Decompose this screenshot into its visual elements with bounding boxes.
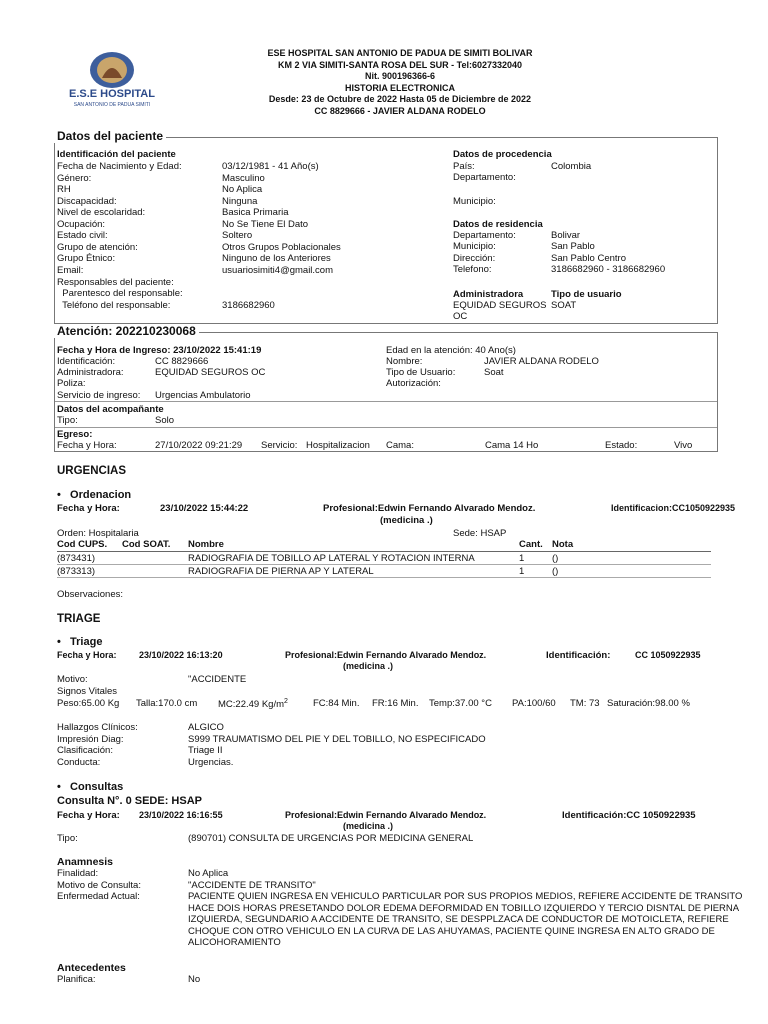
enfermedad-line: HACE DOIS HORAS PRESETANDO DOLOR EDEMA DEFORMIDAD EN TOBILLO IZQUIERDO Y TERCIO DISNTAL DE PIERNA — [188, 902, 740, 914]
patient-field-label: Grupo Étnico: — [57, 253, 116, 265]
atencion-value: CC 8829666 — [155, 356, 209, 367]
patient-field-label: Fecha de Nacimiento y Edad: — [57, 161, 182, 172]
egreso-servicio-value: Hospitalizacion — [306, 440, 370, 451]
vital-fc: FC:84 Min. — [313, 698, 360, 709]
vital-temp: Temp:37.00 °C — [429, 698, 492, 709]
hallazgo-label: Conducta: — [57, 757, 101, 768]
patient-field-label: Grupo de atención: — [57, 241, 138, 253]
hospital-logo — [62, 50, 162, 112]
table-cell-nota: () — [552, 553, 559, 564]
tipo-usuario-heading: Tipo de usuario — [551, 289, 622, 300]
vital-tm: TM: 73 — [570, 698, 600, 709]
triage-ident-label: Identificación: — [546, 650, 611, 661]
residencia-value: San Pablo Centro — [551, 253, 626, 264]
triage-ident-value: CC 1050922935 — [635, 650, 701, 660]
enfermedad-actual-text — [188, 891, 742, 949]
hallazgo-value: S999 TRAUMATISMO DEL PIE Y DEL TOBILLO, NO ESPECIFICADO — [188, 734, 486, 745]
col-header-cant: Cant. — [519, 539, 543, 550]
col-header-soat: Cod SOAT. — [122, 539, 171, 550]
egreso-fecha-label: Fecha y Hora: — [57, 440, 117, 451]
consulta-profesional: Profesional:Edwin Fernando Alvarado Mendoz. — [285, 810, 487, 820]
ingreso-line: Fecha y Hora de Ingreso: 23/10/2022 15:41:19 — [57, 345, 262, 356]
patient-field-label: Email: — [57, 264, 84, 276]
motivo-consulta-label: Motivo de Consulta: — [57, 880, 141, 891]
table-rule — [57, 564, 711, 565]
patient-field-value: Ninguna — [222, 195, 258, 207]
patient-field-label: RH — [57, 184, 71, 196]
ord-profesional-cont: (medicina .) — [380, 515, 433, 526]
col-header-nombre: Nombre — [188, 539, 224, 550]
vital-saturacion: Saturación:98.00 % — [607, 698, 690, 709]
hallazgo-label: Impresión Diag: — [57, 734, 124, 745]
consulta-line: Consulta N°. 0 SEDE: HSAP — [57, 795, 202, 807]
residencia-label: Dirección: — [453, 253, 496, 264]
header-line: Desde: 23 de Octubre de 2022 Hasta 05 de Diciembre de 2022 — [268, 94, 532, 104]
table-rule — [57, 577, 711, 578]
vital-mc: MC:22.49 $Kg/m^2$ — [218, 698, 288, 711]
consulta-profesional-cont: (medicina .) — [343, 821, 394, 831]
triage-profesional-cont: (medicina .) — [343, 661, 394, 671]
residencia-heading: Datos de residencia — [453, 219, 543, 230]
triage-fecha-value: 23/10/2022 16:13:20 — [139, 650, 223, 660]
ordenacion-title: • Ordenacion — [57, 489, 132, 501]
residencia-value: Bolivar — [551, 230, 581, 241]
tipo-usuario-value: SOAT — [551, 300, 577, 311]
atencion-label: Nombre: — [386, 356, 423, 367]
ord-identificacion: Identificacion:CC1050922935 — [611, 503, 736, 513]
residencia-value: San Pablo — [551, 241, 595, 252]
orden-sede: Sede: HSAP — [453, 528, 507, 539]
triage-sub-title: • Triage — [57, 636, 103, 648]
triage-profesional: Profesional:Edwin Fernando Alvarado Mendoz. — [285, 650, 487, 660]
enfermedad-line: PACIENTE QUIEN INGRESA EN VEHICULO PARTICULAR POR SUS PROPIOS MEDIOS, REFIERE ACCIDENTE DE TRANSITO — [188, 891, 743, 902]
antecedentes-title: Antecedentes — [57, 962, 126, 974]
residencia-label: Telefono: — [453, 264, 492, 275]
motivo-consulta-value: "ACCIDENTE DE TRANSITO" — [188, 880, 316, 891]
enfermedad-actual-label: Enfermedad Actual: — [57, 891, 140, 902]
consultas-title: • Consultas — [57, 781, 124, 793]
egreso-servicio-label: Servicio: — [261, 440, 298, 451]
hallazgo-value: ALGICO — [188, 722, 224, 733]
enfermedad-line: ALICOHORAMIENTO — [188, 937, 281, 949]
finalidad-label: Finalidad: — [57, 868, 99, 879]
acompanante-value: Solo — [155, 415, 175, 426]
patient-field-value: Soltero — [222, 230, 253, 242]
egreso-cama-value: Cama 14 Ho — [485, 440, 539, 451]
enfermedad-line: CHOQUE CON OTRO VEHICULO EN LA CURVA DE LAS AHUYAMAS, PACIENTE QUINE INGRESA EN ALTO GRADO DE — [188, 925, 715, 937]
triage-motivo-label: Motivo: — [57, 674, 88, 685]
triage-title: TRIAGE — [57, 613, 101, 625]
atencion-value: Urgencias Ambulatorio — [155, 390, 251, 401]
patient-field-label: Género: — [57, 172, 92, 184]
atencion-title: Atención: 202210230068 — [54, 324, 199, 338]
administradora-value-cont: OC — [453, 311, 468, 322]
residencia-value: 3186682960 - 3186682960 — [551, 264, 666, 275]
egreso-estado-value: Vivo — [674, 440, 693, 451]
col-header-nota: Nota — [552, 539, 574, 550]
procedencia-heading: Datos de procedencia — [453, 149, 552, 160]
patient-field-value: 3186682960 — [222, 299, 275, 311]
ord-fecha-value: 23/10/2022 15:44:22 — [160, 503, 249, 514]
ord-profesional: Profesional:Edwin Fernando Alvarado Mendoz. — [323, 503, 536, 514]
egreso-heading: Egreso: — [57, 429, 93, 440]
atencion-label: Autorización: — [386, 378, 441, 389]
header-line: KM 2 VIA SIMITI-SANTA ROSA DEL SUR - Tel:6027332040 — [277, 59, 523, 70]
finalidad-value: No Aplica — [188, 868, 229, 879]
patient-field-value: No Aplica — [222, 184, 263, 196]
edad-atencion: Edad en la atención: 40 Ano(s) — [386, 345, 516, 356]
procedencia-pais-label: País: — [453, 161, 475, 172]
patient-ident-heading: Identificación del paciente — [57, 149, 176, 160]
svg-text:E.S.E HOSPITAL: E.S.E HOSPITAL — [69, 88, 155, 100]
vital-peso: Peso:65.00 Kg — [57, 698, 120, 709]
vital-talla: Talla:170.0 cm — [136, 698, 198, 709]
procedencia-depto-label: Departamento: — [453, 172, 516, 183]
header-line: HISTORIA ELECTRONICA — [344, 82, 455, 93]
patient-field-value: Basica Primaria — [222, 207, 289, 219]
egreso-fecha-value: 27/10/2022 09:21:29 — [155, 440, 243, 451]
patient-field-label: Teléfono del responsable: — [57, 299, 171, 311]
atencion-value: EQUIDAD SEGUROS OC — [155, 367, 266, 378]
consulta-tipo-value: (890701) CONSULTA DE URGENCIAS POR MEDICINA GENERAL — [188, 833, 474, 844]
signos-vitales-label: Signos Vitales — [57, 686, 118, 697]
procedencia-pais-value: Colombia — [551, 161, 592, 172]
patient-field-label: Estado civil: — [57, 230, 108, 242]
col-header-cups: Cod CUPS. — [57, 539, 108, 550]
atencion-label: Servicio de ingreso: — [57, 390, 141, 401]
egreso-cama-label: Cama: — [386, 440, 414, 451]
urgencias-title: URGENCIAS — [57, 465, 127, 477]
orden-type: Orden: Hospitalaria — [57, 528, 139, 539]
table-cell-nombre: RADIOGRAFIA DE PIERNA AP Y LATERAL — [188, 566, 374, 577]
residencia-label: Departamento: — [453, 230, 516, 241]
planifica-label: Planifica: — [57, 974, 96, 985]
patient-field-value: Otros Grupos Poblacionales — [222, 241, 341, 253]
table-rule — [57, 551, 711, 552]
patient-field-value: usuariosimiti4@gmail.com — [222, 264, 334, 276]
patient-field-label: Discapacidad: — [57, 195, 117, 207]
residencia-label: Municipio: — [453, 241, 496, 252]
acompanante-label: Tipo: — [57, 415, 78, 426]
vital-fr: FR:16 Min. — [372, 698, 419, 709]
administradora-heading: Administradora — [453, 289, 524, 300]
table-cell-nombre: RADIOGRAFIA DE TOBILLO AP LATERAL Y ROTACION INTERNA — [188, 553, 475, 564]
table-cell-cant: 1 — [519, 553, 525, 564]
atencion-label: Poliza: — [57, 378, 86, 389]
atencion-value: Soat — [484, 367, 504, 378]
consulta-identificacion: Identificación:CC 1050922935 — [562, 810, 696, 821]
consulta-tipo-label: Tipo: — [57, 833, 78, 844]
atencion-label: Identificación: — [57, 356, 116, 367]
hallazgo-label: Clasificación: — [57, 745, 113, 756]
table-cell-nota: () — [552, 566, 559, 577]
procedencia-municipio-label: Municipio: — [453, 196, 496, 207]
atencion-label: Administradora: — [57, 367, 124, 378]
table-cell-cups: (873313) — [57, 566, 96, 577]
patient-field-label: Responsables del paciente: — [57, 276, 174, 288]
patient-data-title: Datos del paciente — [54, 129, 166, 143]
triage-fecha-label: Fecha y Hora: — [57, 650, 117, 660]
header-line: ESE HOSPITAL SAN ANTONIO DE PADUA DE SIMITI BOLIVAR — [267, 48, 533, 58]
atencion-value: JAVIER ALDANA RODELO — [484, 356, 599, 367]
observaciones-label: Observaciones: — [57, 589, 124, 600]
vital-pa: PA:100/60 — [512, 698, 556, 709]
administradora-value: EQUIDAD SEGUROS — [453, 300, 547, 311]
svg-text:SAN ANTONIO DE PADUA SIMITI: SAN ANTONIO DE PADUA SIMITI — [73, 102, 151, 108]
triage-motivo-value: "ACCIDENTE — [188, 674, 247, 685]
patient-field-label: Ocupación: — [57, 218, 106, 230]
enfermedad-line: IZQUIERDA, SEGUNDARIO A ACCIDENTE DE TRANSITO, SE DESPPLZACA DE CONDUCTOR DE MOTOICLETA, REFIERE — [188, 914, 729, 926]
atencion-label: Tipo de Usuario: — [386, 367, 456, 378]
patient-field-value: Ninguno de los Anteriores — [222, 253, 331, 265]
table-cell-cups: (873431) — [57, 553, 96, 564]
consulta-fecha-value: 23/10/2022 16:16:55 — [139, 810, 223, 820]
ord-fecha-label: Fecha y Hora: — [57, 503, 120, 514]
hallazgo-value: Urgencias. — [188, 757, 234, 768]
acompanante-heading: Datos del acompañante — [57, 404, 164, 415]
anamnesis-title: Anamnesis — [57, 856, 114, 868]
divider — [55, 427, 717, 428]
patient-field-label: Nivel de escolaridad: — [57, 207, 146, 219]
planifica-value: No — [188, 974, 201, 985]
divider — [55, 401, 717, 402]
egreso-estado-label: Estado: — [605, 440, 638, 451]
header-line: CC 8829666 - JAVIER ALDANA RODELO — [314, 105, 486, 116]
table-cell-cant: 1 — [519, 566, 525, 577]
header-line: Nit. 900196366-6 — [364, 71, 436, 81]
patient-field-value: 03/12/1981 - 41 Año(s) — [222, 161, 319, 172]
hallazgo-value: Triage II — [188, 745, 223, 756]
document-header — [200, 48, 600, 117]
patient-field-label: Parentesco del responsable: — [57, 288, 183, 300]
patient-field-value: No Se Tiene El Dato — [222, 218, 309, 230]
consulta-fecha-label: Fecha y Hora: — [57, 810, 120, 821]
hallazgo-label: Hallazgos Clínicos: — [57, 722, 138, 733]
patient-field-value: Masculino — [222, 172, 265, 184]
